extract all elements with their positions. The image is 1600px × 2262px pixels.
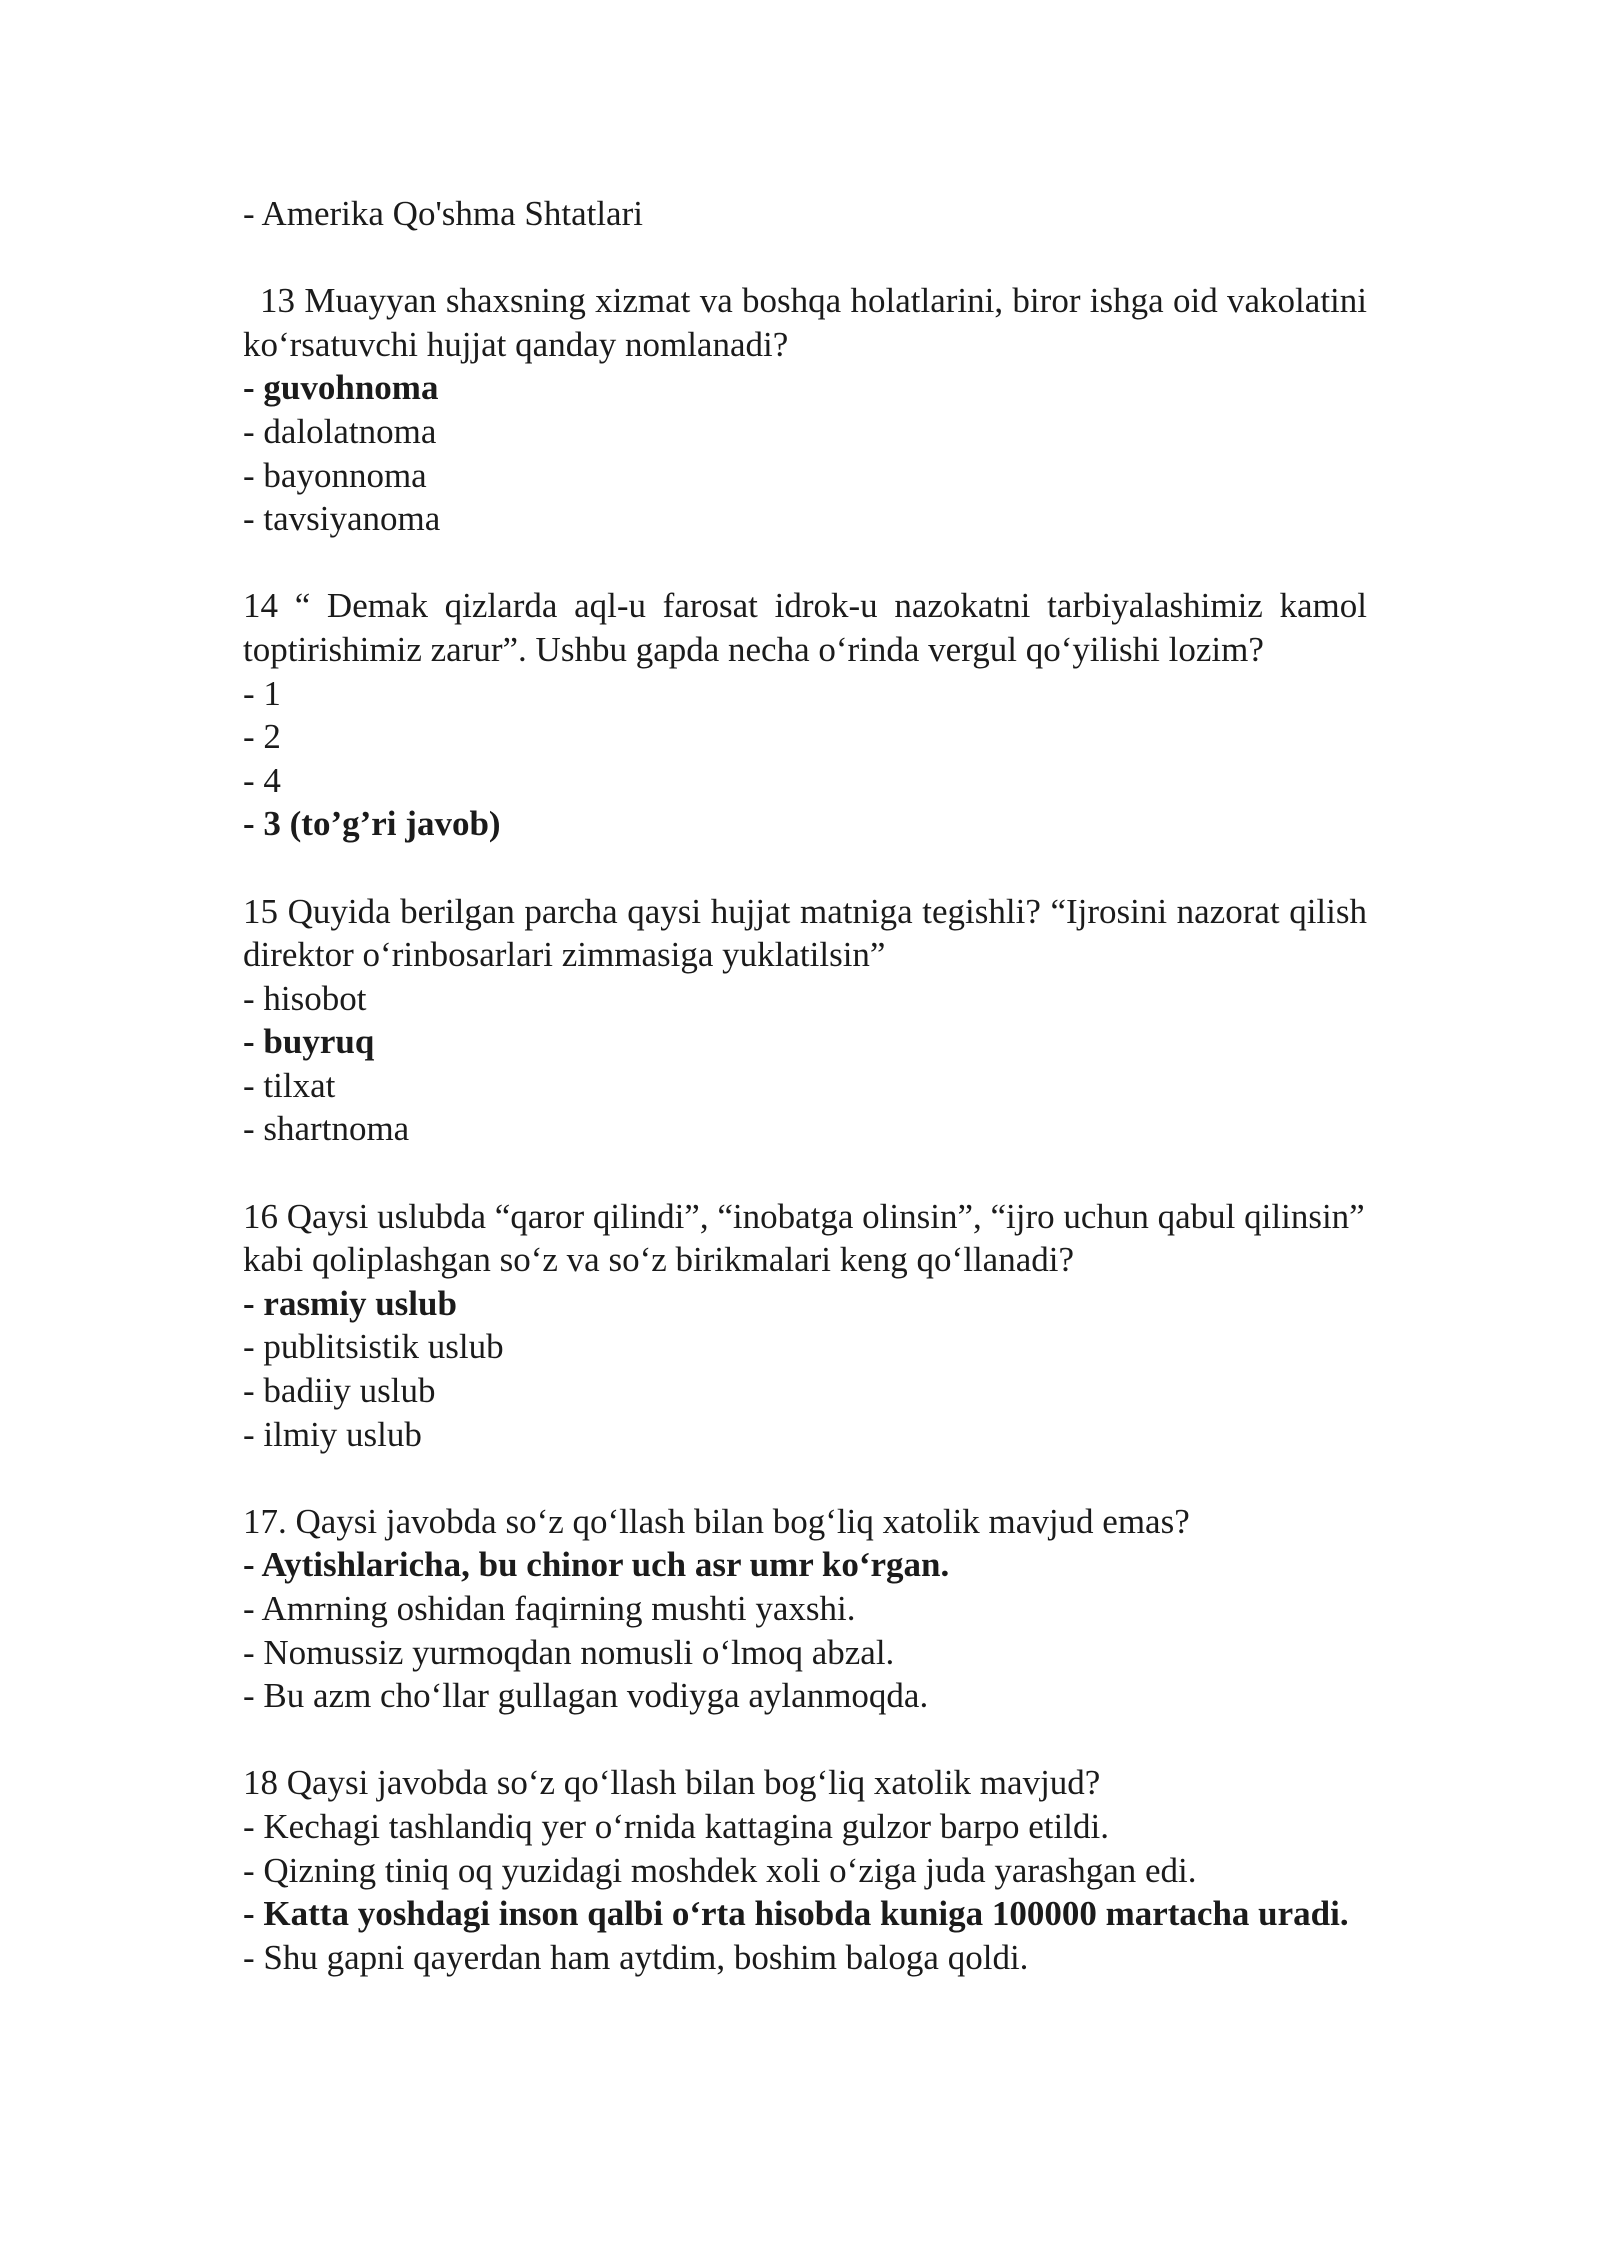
question-text: 17. Qaysi javobda so‘z qo‘llash bilan bog‘liq xatolik mavjud emas? bbox=[243, 1501, 1190, 1541]
correct-answer-option: - Katta yoshdagi inson qalbi o‘rta hisobda kuniga 100000 martacha uradi. bbox=[243, 1894, 1349, 1934]
question-text: 13 Muayyan shaxsning xizmat va boshqa holatlarini, biror ishga oid vakolatini ko‘rsatuvchi hujjat qanday nomlanadi? bbox=[243, 281, 1367, 364]
answer-option: - hisobot bbox=[243, 978, 367, 1018]
spacer bbox=[243, 1456, 1367, 1500]
question-13 bbox=[243, 279, 1367, 541]
answer-option: - Amrning oshidan faqirning mushti yaxshi. bbox=[243, 1589, 856, 1628]
answer-option: - 1 bbox=[243, 673, 281, 713]
question-text: 18 Qaysi javobda so‘z qo‘llash bilan bog‘liq xatolik mavjud? bbox=[243, 1763, 1101, 1803]
correct-answer-option: - 3 (to’g’ri javob) bbox=[243, 804, 501, 844]
correct-answer-option: - rasmiy uslub bbox=[243, 1283, 457, 1323]
spacer bbox=[243, 541, 1367, 585]
spacer bbox=[243, 1151, 1367, 1195]
answer-option: - tilxat bbox=[243, 1065, 336, 1105]
question-18 bbox=[243, 1761, 1367, 1979]
question-16 bbox=[243, 1195, 1367, 1457]
answer-option: - ilmiy uslub bbox=[243, 1414, 422, 1454]
question-17 bbox=[243, 1500, 1367, 1718]
answer-option: - badiiy uslub bbox=[243, 1371, 436, 1411]
correct-answer-option: - guvohnoma bbox=[243, 368, 439, 408]
answer-option: - Kechagi tashlandiq yer o‘rnida kattagina gulzor barpo etildi. bbox=[243, 1806, 1109, 1846]
correct-answer-option: - buyruq bbox=[243, 1022, 375, 1062]
answer-option: - Nomussiz yurmoqdan nomusli o‘lmoq abzal. bbox=[243, 1632, 895, 1672]
question-15 bbox=[243, 890, 1367, 1152]
answer-option: - shartnoma bbox=[243, 1109, 410, 1149]
question-text: 15 Quyida berilgan parcha qaysi hujjat matniga tegishli? “Ijrosini nazorat qilish direktor o‘rinbosarlari zimmasiga yuklatilsin” bbox=[243, 891, 1367, 975]
document-page bbox=[243, 192, 1367, 1979]
answer-option: - 4 bbox=[243, 760, 281, 800]
answer-option: - Bu azm cho‘llar gullagan vodiyga aylanmoqda. bbox=[243, 1676, 929, 1716]
correct-answer-option: - Aytishlaricha, bu chinor uch asr umr ko‘rgan. bbox=[243, 1545, 950, 1585]
spacer bbox=[243, 1718, 1367, 1762]
spacer bbox=[243, 236, 1367, 280]
answer-option: - Qizning tiniq oq yuzidagi moshdek xoli o‘ziga juda yarashgan edi. bbox=[243, 1850, 1197, 1890]
answer-option: - dalolatnoma bbox=[243, 411, 437, 451]
question-text: 16 Qaysi uslubda “qaror qilindi”, “inobatga olinsin”, “ijro uchun qabul qilinsin” kabi qoliplashgan so‘z va so‘z birikmalari keng qo‘llanadi? bbox=[243, 1196, 1365, 1280]
question-14 bbox=[243, 584, 1367, 846]
answer-option: - publitsistik uslub bbox=[243, 1327, 504, 1367]
question-text: 14 “ Demak qizlarda aql-u farosat idrok-u nazokatni tarbiyalashimiz kamol toptirishimiz zarur”. Ushbu gapda necha o‘rinda vergul qo‘yilishi lozim? bbox=[243, 586, 1367, 669]
answer-option: - bayonnoma bbox=[243, 455, 427, 495]
answer-option: - Shu gapni qayerdan ham aytdim, boshim baloga qoldi. bbox=[243, 1937, 1029, 1977]
answer-option: - Amerika Qo'shma Shtatlari bbox=[243, 194, 643, 233]
answer-option: - tavsiyanoma bbox=[243, 499, 441, 539]
answer-option: - 2 bbox=[243, 717, 281, 757]
spacer bbox=[243, 846, 1367, 890]
